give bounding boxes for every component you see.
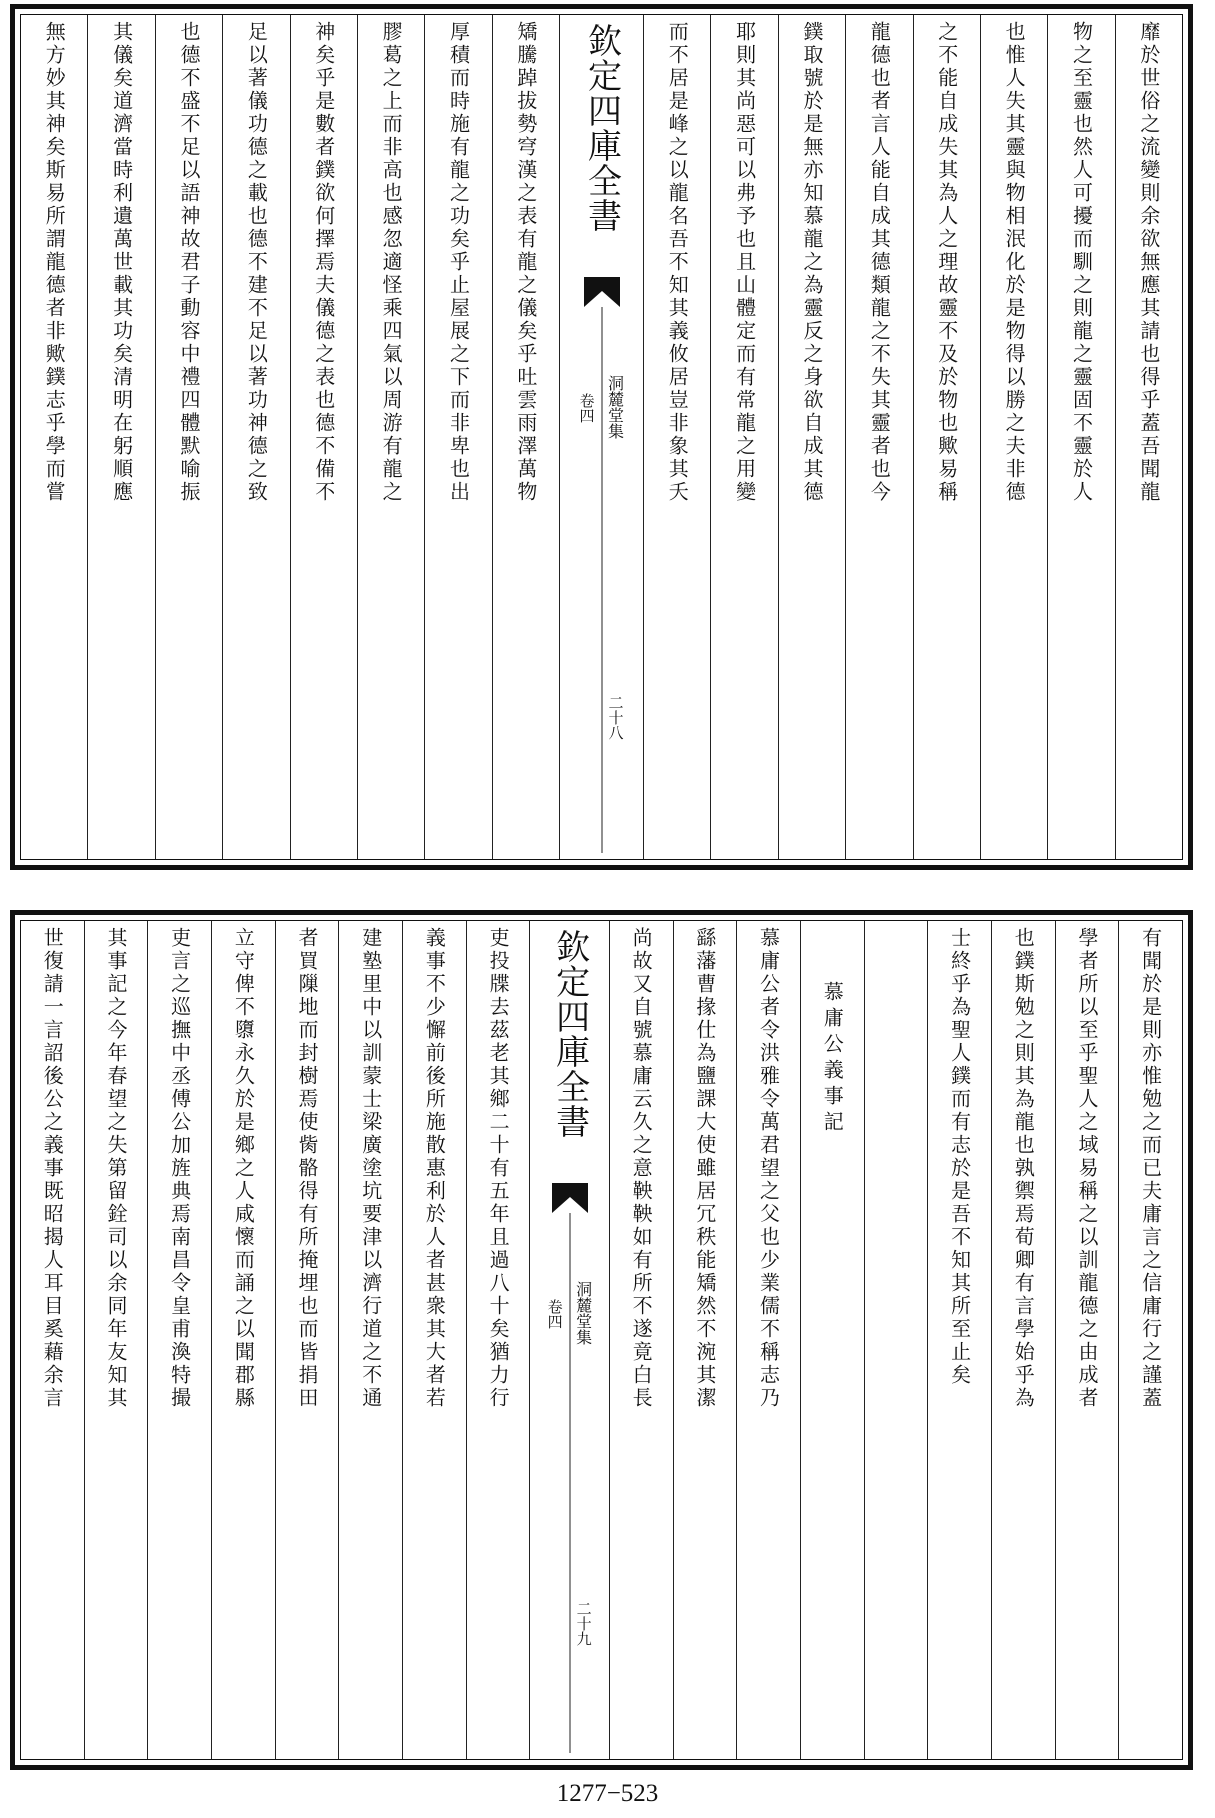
text-column: 者買隟地而封樹焉使胔骼得有所掩埋也而皆捐田 <box>275 921 339 1759</box>
text-column: 龍德也者言人能自成其德類龍之不失其靈者也今 <box>845 15 912 859</box>
center-volume: 卷四 <box>545 1299 564 1329</box>
fishtail-mark-icon <box>552 1183 588 1213</box>
text-column: 而不居是峰之以龍名吾不知其義攸居豈非象其夭 <box>643 15 710 859</box>
center-line <box>569 1213 570 1753</box>
center-volume: 卷四 <box>577 393 596 423</box>
center-line <box>601 307 602 853</box>
blank-column <box>864 921 928 1759</box>
fishtail-mark-icon <box>584 277 620 307</box>
text-column: 立守俾不隳永久於是鄉之人咸懷而誦之以聞郡縣 <box>211 921 275 1759</box>
text-column: 也惟人失其靈與物相泯化於是物得以勝之夫非德 <box>980 15 1047 859</box>
text-column: 建塾里中以訓蒙士梁廣塗坑要津以濟行道之不通 <box>338 921 402 1759</box>
text-column: 也鏷斯勉之則其為龍也孰禦焉荀卿有言學始乎為 <box>991 921 1055 1759</box>
text-column: 矯騰踔拔勢穹漢之表有龍之儀矣乎吐雲雨澤萬物 <box>492 15 559 859</box>
center-page-number: 二十九 <box>574 1601 593 1646</box>
center-title: 欽定四庫全書 <box>581 23 622 233</box>
text-column: 膠葛之上而非高也感忽適怪乘四氣以周游有龍之 <box>357 15 424 859</box>
text-column: 耶則其尚惡可以弗予也且山體定而有常龍之用變 <box>710 15 777 859</box>
top-page <box>10 4 1193 870</box>
text-column: 厚積而時施有龍之功矣乎止屋展之下而非卑也出 <box>424 15 491 859</box>
text-column: 其事記之今年春望之失第留銓司以余同年友知其 <box>84 921 148 1759</box>
bottom-page-frame <box>20 920 1183 1760</box>
text-column: 尚故又自號慕庸云久之意鞅鞅如有所不遂竟白長 <box>609 921 673 1759</box>
text-column: 學者所以至乎聖人之域易稱之以訓龍德之由成者 <box>1055 921 1119 1759</box>
text-column: 足以著儀功德之載也德不建不足以著功神德之致 <box>222 15 289 859</box>
text-column: 世復請一言詔後公之義事既昭揭人耳目奚藉余言 <box>40 927 65 1410</box>
text-column: 物之至靈也然人可擾而馴之則龍之靈固不靈於人 <box>1047 15 1114 859</box>
essay-title-column <box>800 921 864 1759</box>
text-column: 之不能自成失其為人之理故靈不及於物也歟易稱 <box>913 15 980 859</box>
text-column: 義事不少懈前後所施散惠利於人者甚衆其大者若 <box>402 921 466 1759</box>
text-column: 慕庸公者令洪雅令萬君望之父也少業儒不稱志乃 <box>736 921 800 1759</box>
center-book-name: 洞麓堂集 <box>605 375 625 439</box>
page-footer-number: 1277−523 <box>556 1780 659 1807</box>
text-column: 鏷取號於是無亦知慕龍之為靈反之身欲自成其德 <box>778 15 845 859</box>
center-title: 欽定四庫全書 <box>549 929 590 1139</box>
text-column: 無方妙其神矣斯易所謂龍德者非歟鏷志乎學而嘗 <box>42 21 67 504</box>
text-column: 其儀矣道濟當時利遺萬世載其功矣清明在躬順應 <box>87 15 154 859</box>
text-column: 繇藩曹掾仕為鹽課大使雖居冗秩能矯然不涴其潔 <box>673 921 737 1759</box>
text-column: 靡於世俗之流變則余欲無應其請也得乎蓋吾聞龍 <box>1115 15 1182 859</box>
essay-title: 慕庸公義事記 <box>820 981 845 1137</box>
text-column: 也德不盛不足以語神故君子動容中禮四體默喻振 <box>155 15 222 859</box>
center-fold <box>529 921 608 1759</box>
text-column: 神矣乎是數者鏷欲何擇焉夫儀德之表也德不備不 <box>290 15 357 859</box>
center-fold <box>559 15 643 859</box>
text-column: 吏言之巡撫中丞傅公加旌典焉南昌令皇甫渙特撮 <box>147 921 211 1759</box>
center-page-number: 二十八 <box>606 695 625 740</box>
text-column: 士終乎為聖人鏷而有志於是吾不知其所至止矣 <box>927 921 991 1759</box>
center-book-name: 洞麓堂集 <box>573 1281 593 1345</box>
top-page-frame <box>20 14 1183 860</box>
bottom-page <box>10 910 1193 1770</box>
text-column: 有聞於是則亦惟勉之而已夫庸言之信庸行之謹蓋 <box>1118 921 1182 1759</box>
text-column: 吏投牒去茲老其鄉二十有五年且過八十矣猶力行 <box>466 921 530 1759</box>
